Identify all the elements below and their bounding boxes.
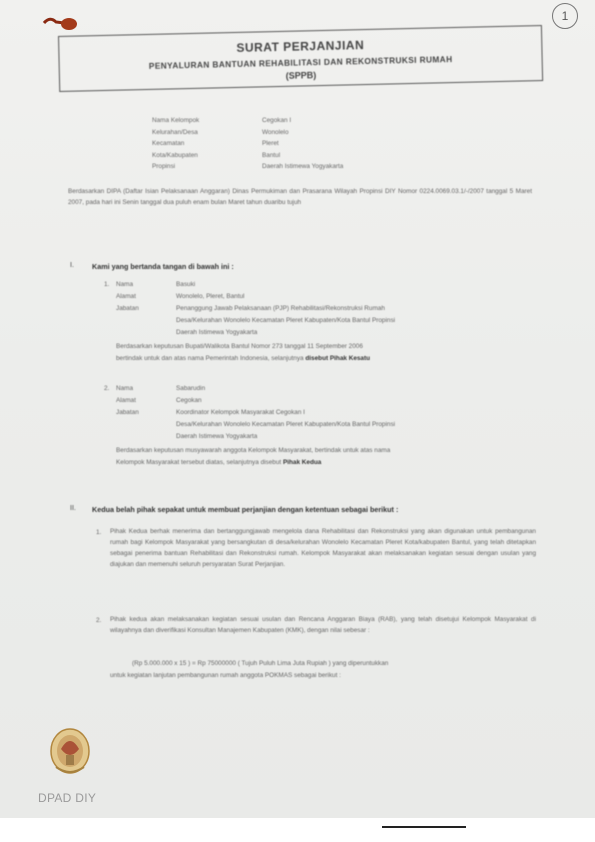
party2-basis-line2 xyxy=(116,459,321,466)
party2-jabatan-line2: Desa/Kelurahan Wonolelo Kecamatan Pleret Kabupaten/Kota Bantul Propinsi xyxy=(176,421,396,428)
info-label: Kelurahan/Desa xyxy=(152,128,198,136)
info-value: Bantul xyxy=(262,151,281,159)
party1-designation: disebut Pihak Kesatu xyxy=(305,355,371,362)
title-line3: (SPPB) xyxy=(285,70,317,81)
clause2-number: 2. xyxy=(96,617,102,624)
clause2-amount: (Rp 5.000.000 x 15 ) = Rp 75000000 ( Tujuh Puluh Lima Juta Rupiah ) yang diperuntukkan xyxy=(132,660,389,667)
party1-number: 1. xyxy=(104,281,110,288)
title-line1: SURAT PERJANJIAN xyxy=(236,38,365,55)
party2-number: 2. xyxy=(104,385,110,392)
page-number: 1 xyxy=(552,3,578,29)
paper-clip-icon xyxy=(42,14,78,32)
party1-jabatan-line3: Daerah Istimewa Yogyakarta xyxy=(176,329,258,336)
clause1-text: Pihak Kedua berhak menerima dan bertanggungjawab mengelola dana Rehabilitasi dan Rekonstruksi yang akan digunakan untuk pembangunan rumah bagi Kelompok Masyarakat yang bersangkutan di desa/kelurahan Wonolelo Kecamatan Pleret Kota/kabupaten Bantul, yang telah ditetapkan sebagai penerima bantuan Rehabilitasi dan Rekonstruksi rumah. Kelompok Masyarakat akan melaksanakan kegiatan sesuai dengan usulan yang diajukan dan memenuhi seluruh persyaratan Surat Perjanjian. xyxy=(110,528,536,568)
party1-basis-line1: Berdasarkan keputusan Bupati/Walikota Bantul Nomor 273 tanggal 11 September 2006 xyxy=(116,343,363,350)
info-row xyxy=(152,117,343,129)
intro-paragraph: Berdasarkan DIPA (Daftar Isian Pelaksanaan Anggaran) Dinas Permukiman dan Prasarana Wilayah Propinsi DIY Nomor 0224.0069.03.1/-/2007 tanggal 5 Maret 2007, pada hari ini Senin tanggal dua puluh enam bulan Maret tahun duaribu tujuh xyxy=(68,188,532,206)
party1-basis-text: bertindak untuk dan atas nama Pemerintah Indonesia, selanjutnya xyxy=(116,355,304,362)
party2-alamat-label: Alamat xyxy=(116,397,136,404)
section-1-heading: Kami yang bertanda tangan di bawah ini : xyxy=(92,262,234,271)
info-row xyxy=(152,140,343,152)
party2-alamat: Cegokan xyxy=(176,397,202,404)
info-row xyxy=(152,129,343,141)
info-table xyxy=(152,117,343,175)
party2-basis-text: Kelompok Masyarakat tersebut diatas, selanjutnya disebut xyxy=(116,459,282,466)
party1-basis-line2 xyxy=(116,355,370,362)
party1-jabatan-line2: Desa/Kelurahan Wonolelo Kecamatan Pleret Kabupaten/Kota Bantul Propinsi xyxy=(176,317,396,324)
info-value: Daerah Istimewa Yogyakarta xyxy=(262,163,344,170)
info-value: Wonolelo xyxy=(262,128,289,136)
section-2-heading: Kedua belah pihak sepakat untuk membuat perjanjian dengan ketentuan sebagai berikut : xyxy=(92,505,399,514)
info-value: Pleret xyxy=(262,140,279,147)
party2-jabatan-label: Jabatan xyxy=(116,409,139,416)
party2-basis-line1: Berdasarkan keputusan musyawarah anggota Kelompok Masyarakat, bertindak untuk atas nama xyxy=(116,447,391,454)
party2-jabatan-line3: Daerah Istimewa Yogyakarta xyxy=(176,433,258,440)
bottom-rule xyxy=(382,826,466,828)
info-row xyxy=(152,152,343,164)
info-label: Kota/Kabupaten xyxy=(152,151,198,159)
party1-alamat-label: Alamat xyxy=(116,293,136,300)
watermark: DPAD DIY xyxy=(38,791,97,805)
info-row xyxy=(152,163,343,175)
info-label: Nama Kelompok xyxy=(152,117,200,124)
party2-jabatan-line1: Koordinator Kelompok Masyarakat Cegokan I xyxy=(176,409,305,416)
title-box xyxy=(58,25,543,92)
clause2-amount-line2: untuk kegiatan lanjutan pembangunan rumah anggota POKMAS sebagai berikut : xyxy=(110,672,341,679)
party1-jabatan-label: Jabatan xyxy=(116,305,139,312)
government-seal-icon xyxy=(48,727,92,777)
party2-nama-label: Nama xyxy=(116,385,134,392)
info-label: Propinsi xyxy=(152,163,176,170)
section-2-number: II. xyxy=(70,505,76,512)
party1-nama: Basuki xyxy=(176,281,196,288)
clause2-text: Pihak kedua akan melaksanakan kegiatan sesuai usulan dan Rencana Anggaran Biaya (RAB), yang telah disetujui Kelompok Masyarakat di wilayahnya dan diverifikasi Konsultan Manajemen Kabupaten (KMK), dengan nilai sebesar : xyxy=(110,616,536,634)
section-1-number: I. xyxy=(70,262,74,269)
party1-nama-label: Nama xyxy=(116,281,134,288)
party2-designation: Pihak Kedua xyxy=(282,459,322,466)
party2-nama: Sabarudin xyxy=(176,385,206,392)
clause1-number: 1. xyxy=(96,529,102,536)
info-value: Cegokan I xyxy=(262,117,292,124)
party1-alamat: Wonolelo, Pleret, Bantul xyxy=(176,293,245,300)
title-line2: PENYALURAN BANTUAN REHABILITASI DAN REKONSTRUKSI RUMAH xyxy=(148,54,453,71)
info-label: Kecamatan xyxy=(152,140,185,147)
party1-jabatan-line1: Penanggung Jawab Pelaksanaan (PJP) Rehabilitasi/Rekonstruksi Rumah xyxy=(176,305,385,312)
